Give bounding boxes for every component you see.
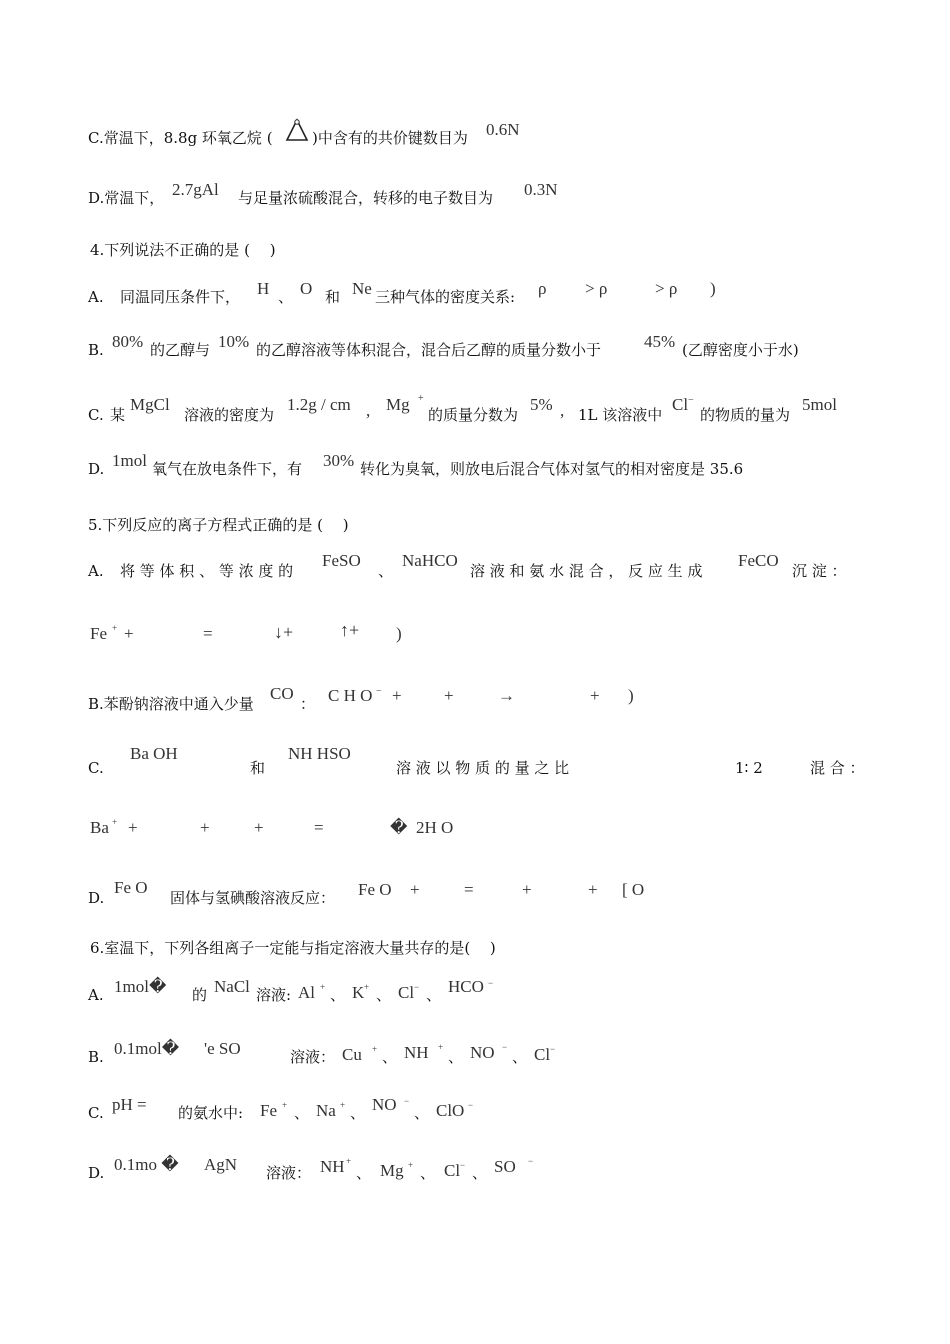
q4-c-mg: Mg [386, 395, 410, 414]
q4-c-mg-charge: + [418, 393, 424, 404]
q6-b-ion-cl: Cl [534, 1045, 551, 1064]
q5-d-eq-water: [ O [622, 880, 645, 899]
q4-a-h2: H [257, 279, 270, 298]
q6-d-solution: 溶液： [266, 1164, 312, 1182]
q5-a-feso4: FeSO [322, 551, 361, 570]
q6-d-conc: 0.1mo � [114, 1155, 179, 1174]
q5-b-plus-2: + [444, 686, 454, 705]
q6-c-ion-clo-charge: − [468, 1100, 474, 1110]
q5-b-text-1: B.苯酚钠溶液中通入少量 [88, 695, 254, 713]
q5-a-feco3: FeCO [738, 551, 779, 570]
q6-a-ion-k-charge: + [364, 982, 370, 992]
q5-b-end: ) [628, 686, 634, 705]
q6-d-agno3: AgN [204, 1155, 238, 1174]
q5-a-eq-fe: Fe [90, 624, 107, 643]
q6-a-ion-al-charge: + [320, 982, 326, 992]
q5-c-eq-equals: = [314, 818, 324, 837]
q5-c-ratio: 1∶ 2 [735, 759, 763, 777]
q6-a-sep-3: 、 [426, 986, 442, 1004]
q4-a-rho-2: > ρ [585, 279, 608, 298]
q6-c-sep-3: 、 [414, 1104, 430, 1122]
q3-c-value: 0.6N [486, 120, 520, 139]
q5-b-colon: ： [300, 695, 316, 713]
q5-c-eq-ba-charge: + [112, 817, 118, 827]
q6-c-ion-fe: Fe [260, 1101, 277, 1120]
q5-a-text-3: 溶 液 和 氨 水 混 合 ， 反 应 生 成 [470, 562, 703, 580]
q4-c-amount: 5mol [802, 395, 837, 414]
q5-a-eq-gas: ↑+ [340, 620, 360, 640]
q6-d-ion-nh4-charge: + [346, 1156, 352, 1166]
q5-a-eq-precipitate: ↓+ [274, 622, 294, 642]
q6-b-ion-nh4: NH [404, 1043, 429, 1062]
q6-c-ion-na-charge: + [340, 1100, 346, 1110]
q6-b-ion-no3: NO [470, 1043, 495, 1062]
q6-c-sep-2: 、 [350, 1104, 366, 1122]
q4-c-density: 1.2g / cm [287, 395, 351, 414]
q3-d-text-2: 与足量浓硫酸混合，转移的电子数目为 [238, 189, 494, 207]
q4-a-o2: O [300, 279, 313, 298]
q6-a-of: 的 [192, 986, 208, 1004]
q4-a-label: A. [88, 288, 104, 306]
q6-c-ion-fe-charge: + [282, 1100, 288, 1110]
q4-b-label: B. [88, 341, 104, 359]
q5-c-label: C. [88, 759, 104, 777]
q5-a-eq-fe-charge: + [112, 623, 118, 633]
q6-b-ion-nh4-charge: + [438, 1042, 444, 1052]
q6-d-label: D. [88, 1164, 105, 1182]
q6-d-ion-mg: Mg [380, 1161, 404, 1180]
q5-a-nahco3: NaHCO [402, 551, 458, 570]
q4-c-text-4: 1L 该溶液中 [578, 406, 663, 424]
q6-a-solution: 溶液: [256, 986, 292, 1004]
q5-b-arrow: → [498, 686, 515, 705]
q6-d-ion-nh4: NH [320, 1157, 345, 1176]
q6-b-ion-cl-charge: − [550, 1044, 556, 1054]
q5-a-eq-plus: + [124, 624, 134, 643]
q6-d-ion-so4-charge: − [528, 1156, 534, 1166]
q4-stem-text: 4.下列说法不正确的是 ( ) [90, 241, 276, 259]
q5-c-text-2: 溶 液 以 物 质 的 量 之 比 [396, 759, 570, 777]
q4-b-pct-1: 80% [112, 332, 144, 351]
q6-b-conc: 0.1mol� [114, 1039, 180, 1058]
q5-c-eq-glyph: � [390, 818, 408, 837]
q6-b-ion-no3-charge: − [502, 1042, 508, 1052]
q4-a-ne: Ne [352, 279, 372, 298]
q5-a-text-1: 将 等 体 积 、 等 浓 度 的 [120, 562, 294, 580]
q5-c-eq-plus-1: + [128, 818, 138, 837]
q6-c-ph: pH = [112, 1095, 147, 1114]
q3-d-formula: 2.7gAl [172, 180, 219, 199]
q6-a-sep-1: 、 [330, 986, 346, 1004]
q5-b-phenolate-charge: − [376, 686, 382, 697]
q5-b-plus-1: + [392, 686, 402, 705]
q4-b-pct-3: 45% [644, 332, 676, 351]
q5-b-plus-3: + [590, 686, 600, 705]
q4-c-text-2: 溶液的密度为 [184, 406, 275, 424]
q6-b-ion-cu-charge: + [372, 1044, 378, 1054]
q6-b-ion-cu: Cu [342, 1045, 362, 1064]
q6-c-label: C. [88, 1104, 104, 1122]
q5-d-fe3o4: Fe O [114, 878, 148, 897]
q4-a-and: 和 [325, 288, 341, 306]
q5-c-eq-ba: Ba [90, 818, 109, 837]
q5-c-eq-plus-3: + [254, 818, 264, 837]
q4-a-rho-1: ρ [538, 279, 547, 298]
epoxyethane-structure-icon [282, 116, 312, 146]
q4-c-pct: 5% [530, 395, 553, 414]
q4-c-comma-1: , [366, 401, 371, 420]
q5-d-label: D. [88, 889, 105, 907]
q6-a-nacl: NaCl [214, 977, 250, 996]
q4-c-text-5: 的物质的量为 [700, 406, 791, 424]
q4-c-text-3: 的质量分数为 [428, 406, 519, 424]
q4-c-cl-charge: − [688, 395, 694, 406]
q4-a-sep: 、 [278, 288, 294, 306]
q6-b-solution: 溶液： [290, 1048, 336, 1066]
q4-b-text-3: (乙醇密度小于水) [682, 341, 799, 359]
q4-a-rho-3: > ρ [655, 279, 678, 298]
q6-d-ion-cl: Cl [444, 1161, 461, 1180]
q6-d-sep-2: 、 [420, 1164, 436, 1182]
q4-d-text-2: 转化为臭氧，则放电后混合气体对氢气的相对密度是 35.6 [360, 460, 744, 478]
q5-b-co2: CO [270, 684, 294, 703]
q5-c-baoh2: Ba OH [130, 744, 178, 763]
q6-a-conc: 1mol� [114, 977, 167, 996]
q6-c-sep-1: 、 [294, 1104, 310, 1122]
q5-c-eq-plus-2: + [200, 818, 210, 837]
q5-d-text-1: 固体与氢碘酸溶液反应： [170, 889, 336, 907]
q6-d-ion-cl-charge: − [460, 1160, 466, 1170]
q6-c-ammonia: 的氨水中: [178, 1104, 244, 1122]
q5-a-eq-equals: = [203, 624, 213, 643]
q6-a-ion-hco3: HCO [448, 977, 484, 996]
q6-c-ion-no3-charge: − [404, 1096, 410, 1106]
q4-a-text-1: 同温同压条件下， [120, 288, 241, 306]
q6-b-sep-1: 、 [382, 1048, 398, 1066]
q5-a-label: A. [88, 562, 104, 580]
q6-c-ion-na: Na [316, 1101, 336, 1120]
q5-a-text-4: 沉 淀 ： [792, 562, 847, 580]
q6-a-label: A. [88, 986, 104, 1004]
q4-d-pct: 30% [323, 451, 355, 470]
q5-a-sep: 、 [378, 562, 394, 580]
q6-b-label: B. [88, 1048, 104, 1066]
q5-stem-text: 5.下列反应的离子方程式正确的是 ( ) [88, 516, 349, 534]
q4-d-text-1: 氧气在放电条件下，有 [152, 460, 303, 478]
q5-d-eq-plus-2: + [522, 880, 532, 899]
q5-c-text-4: 混 合 ： [810, 759, 865, 777]
q4-b-text-2: 的乙醇溶液等体积混合，混合后乙醇的质量分数小于 [256, 341, 602, 359]
q6-a-ion-k: K [352, 983, 365, 1002]
q5-d-eq-plus-1: + [410, 880, 420, 899]
q3-d-text-1: D.常温下， [88, 189, 165, 207]
q4-a-text-4: 三种气体的密度关系: [375, 288, 516, 306]
q5-d-eq-equals: = [464, 880, 474, 899]
q4-c-label: C. [88, 406, 104, 424]
q5-c-and: 和 [250, 759, 266, 777]
q4-b-pct-2: 10% [218, 332, 250, 351]
q6-c-ion-no3: NO [372, 1095, 397, 1114]
q5-c-eq-water: 2H O [416, 818, 454, 837]
q6-b-sep-3: 、 [512, 1048, 528, 1066]
q6-a-ion-al: Al [298, 983, 315, 1002]
q6-c-ion-clo: ClO [436, 1101, 465, 1120]
q6-d-ion-mg-charge: + [408, 1160, 414, 1170]
q3-d-value: 0.3N [524, 180, 558, 199]
q6-a-ion-cl-charge: − [414, 982, 420, 992]
q5-b-phenolate: C H O [328, 686, 373, 705]
q6-b-fe2so43: 'e SO [204, 1039, 241, 1058]
q4-d-label: D. [88, 460, 105, 478]
q4-c-comma-2: , [560, 401, 565, 420]
q6-a-ion-cl: Cl [398, 983, 415, 1002]
q4-d-amount: 1mol [112, 451, 147, 470]
q5-d-eq-fe3o4: Fe O [358, 880, 392, 899]
q5-c-nh4hso4: NH HSO [288, 744, 351, 763]
q6-a-ion-hco3-charge: − [488, 978, 494, 988]
q4-c-mgcl2: MgCl [130, 395, 170, 414]
q5-d-eq-plus-3: + [588, 880, 598, 899]
q4-c-cl: Cl [672, 395, 689, 414]
q3-c-text-1: C.常温下，8.8g 环氧乙烷 ( [88, 129, 273, 147]
q6-d-sep-3: 、 [472, 1164, 488, 1182]
q4-b-text-1: 的乙醇与 [150, 341, 211, 359]
q5-a-eq-end: ) [396, 624, 402, 643]
q6-stem-text: 6.室温下，下列各组离子一定能与指定溶液大量共存的是( ) [90, 939, 496, 957]
q4-c-text-1: 某 [110, 406, 126, 424]
q6-d-sep-1: 、 [356, 1164, 372, 1182]
q3-c-text-2: )中含有的共价键数目为 [312, 129, 468, 147]
q6-a-sep-2: 、 [376, 986, 392, 1004]
q6-b-sep-2: 、 [448, 1048, 464, 1066]
q4-a-paren: ) [710, 279, 716, 298]
q6-d-ion-so4: SO [494, 1157, 516, 1176]
